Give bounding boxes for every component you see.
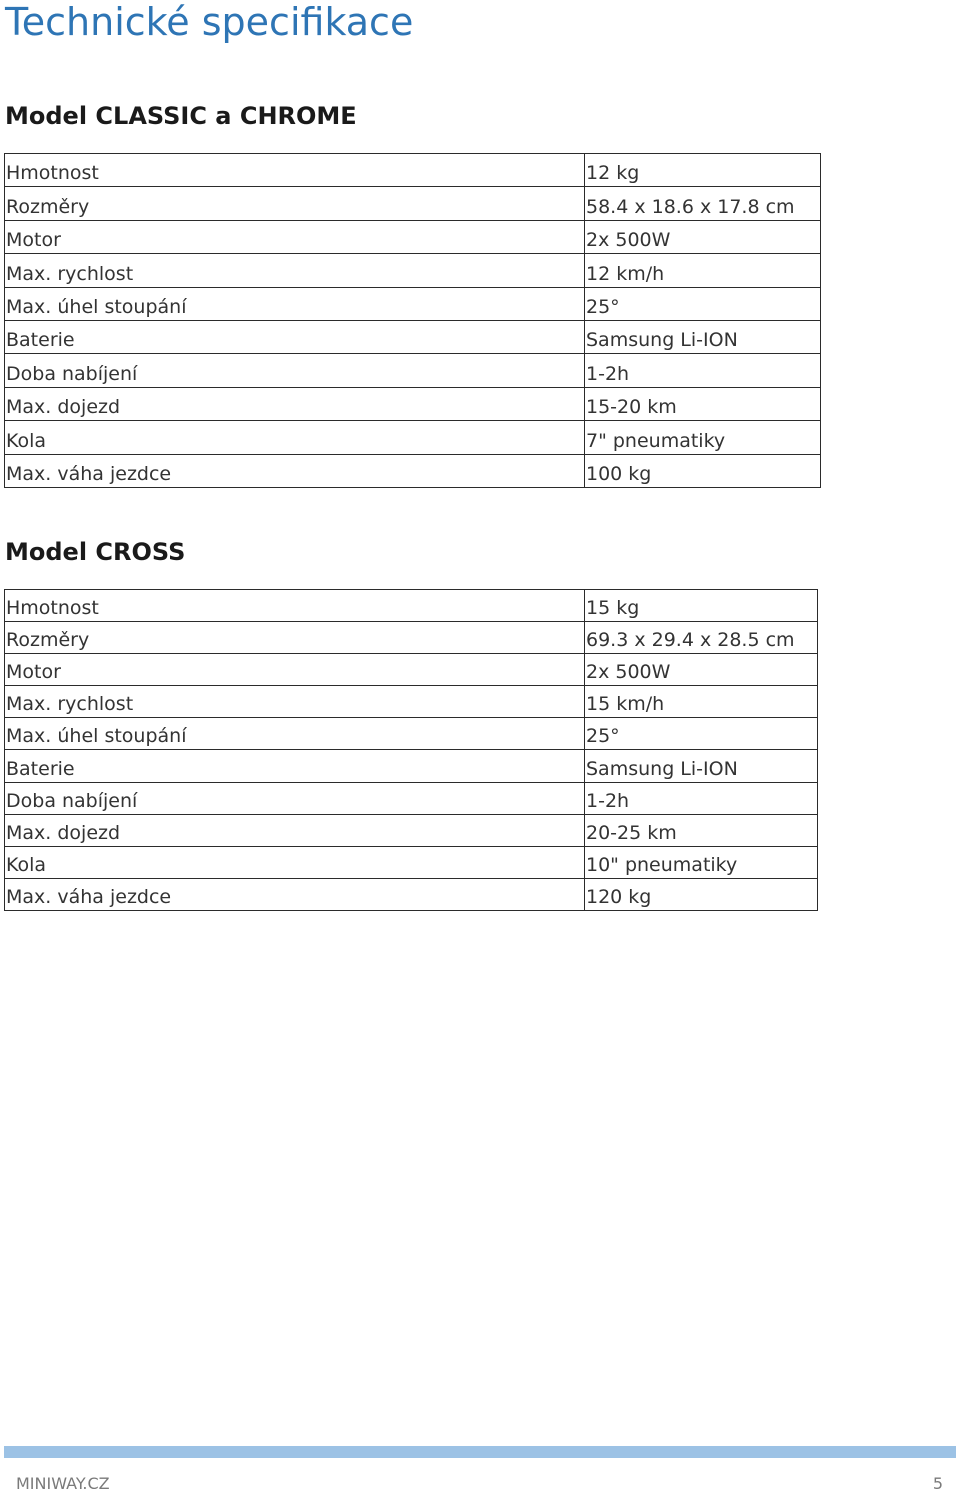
spec-value: 120 kg (585, 878, 818, 910)
spec-label: Kola (5, 846, 585, 878)
table-row (5, 387, 821, 420)
spec-value: 100 kg (585, 454, 821, 487)
spec-value: 12 km/h (585, 254, 821, 287)
table-row (5, 590, 818, 622)
table-row (5, 718, 818, 750)
spec-value: 12 kg (585, 154, 821, 187)
spec-value: Samsung Li-ION (585, 750, 818, 782)
table-row (5, 686, 818, 718)
footer-site-name: MINIWAY.CZ (16, 1474, 110, 1493)
spec-label: Max. váha jezdce (5, 454, 585, 487)
spec-label: Max. úhel stoupání (5, 718, 585, 750)
spec-label: Max. váha jezdce (5, 878, 585, 910)
spec-table-classic-chrome (4, 153, 821, 488)
spec-value: 15 kg (585, 590, 818, 622)
table-row (5, 320, 821, 353)
table-row (5, 814, 818, 846)
section-heading-cross: Model CROSS (5, 538, 186, 566)
table-row (5, 846, 818, 878)
footer-bar (4, 1446, 956, 1458)
table-row (5, 654, 818, 686)
spec-value: 2x 500W (585, 220, 821, 253)
table-row (5, 154, 821, 187)
spec-value: 69.3 x 29.4 x 28.5 cm (585, 622, 818, 654)
spec-value: 15-20 km (585, 387, 821, 420)
table-row (5, 287, 821, 320)
table-row (5, 354, 821, 387)
spec-label: Baterie (5, 750, 585, 782)
table-row (5, 421, 821, 454)
table-row (5, 878, 818, 910)
spec-label: Doba nabíjení (5, 354, 585, 387)
spec-value: 1-2h (585, 354, 821, 387)
section-heading-classic-chrome: Model CLASSIC a CHROME (5, 102, 357, 130)
footer-page-number: 5 (932, 1474, 943, 1493)
spec-value: Samsung Li-ION (585, 320, 821, 353)
spec-label: Hmotnost (5, 590, 585, 622)
spec-value: 10" pneumatiky (585, 846, 818, 878)
spec-value: 2x 500W (585, 654, 818, 686)
spec-label: Motor (5, 654, 585, 686)
spec-label: Rozměry (5, 187, 585, 220)
table-row (5, 782, 818, 814)
table-row (5, 220, 821, 253)
spec-label: Max. dojezd (5, 814, 585, 846)
spec-value: 15 km/h (585, 686, 818, 718)
spec-label: Doba nabíjení (5, 782, 585, 814)
spec-value: 25° (585, 718, 818, 750)
table-row (5, 187, 821, 220)
spec-label: Max. rychlost (5, 686, 585, 718)
spec-label: Rozměry (5, 622, 585, 654)
spec-label: Max. úhel stoupání (5, 287, 585, 320)
spec-table-cross (4, 589, 818, 911)
spec-value: 1-2h (585, 782, 818, 814)
spec-value: 20-25 km (585, 814, 818, 846)
page-title: Technické specifikace (5, 0, 414, 44)
table-row (5, 622, 818, 654)
table-row (5, 254, 821, 287)
spec-value: 7" pneumatiky (585, 421, 821, 454)
spec-value: 58.4 x 18.6 x 17.8 cm (585, 187, 821, 220)
spec-label: Max. rychlost (5, 254, 585, 287)
spec-label: Baterie (5, 320, 585, 353)
spec-label: Hmotnost (5, 154, 585, 187)
spec-value: 25° (585, 287, 821, 320)
table-row (5, 454, 821, 487)
spec-label: Max. dojezd (5, 387, 585, 420)
table-row (5, 750, 818, 782)
spec-label: Motor (5, 220, 585, 253)
spec-label: Kola (5, 421, 585, 454)
